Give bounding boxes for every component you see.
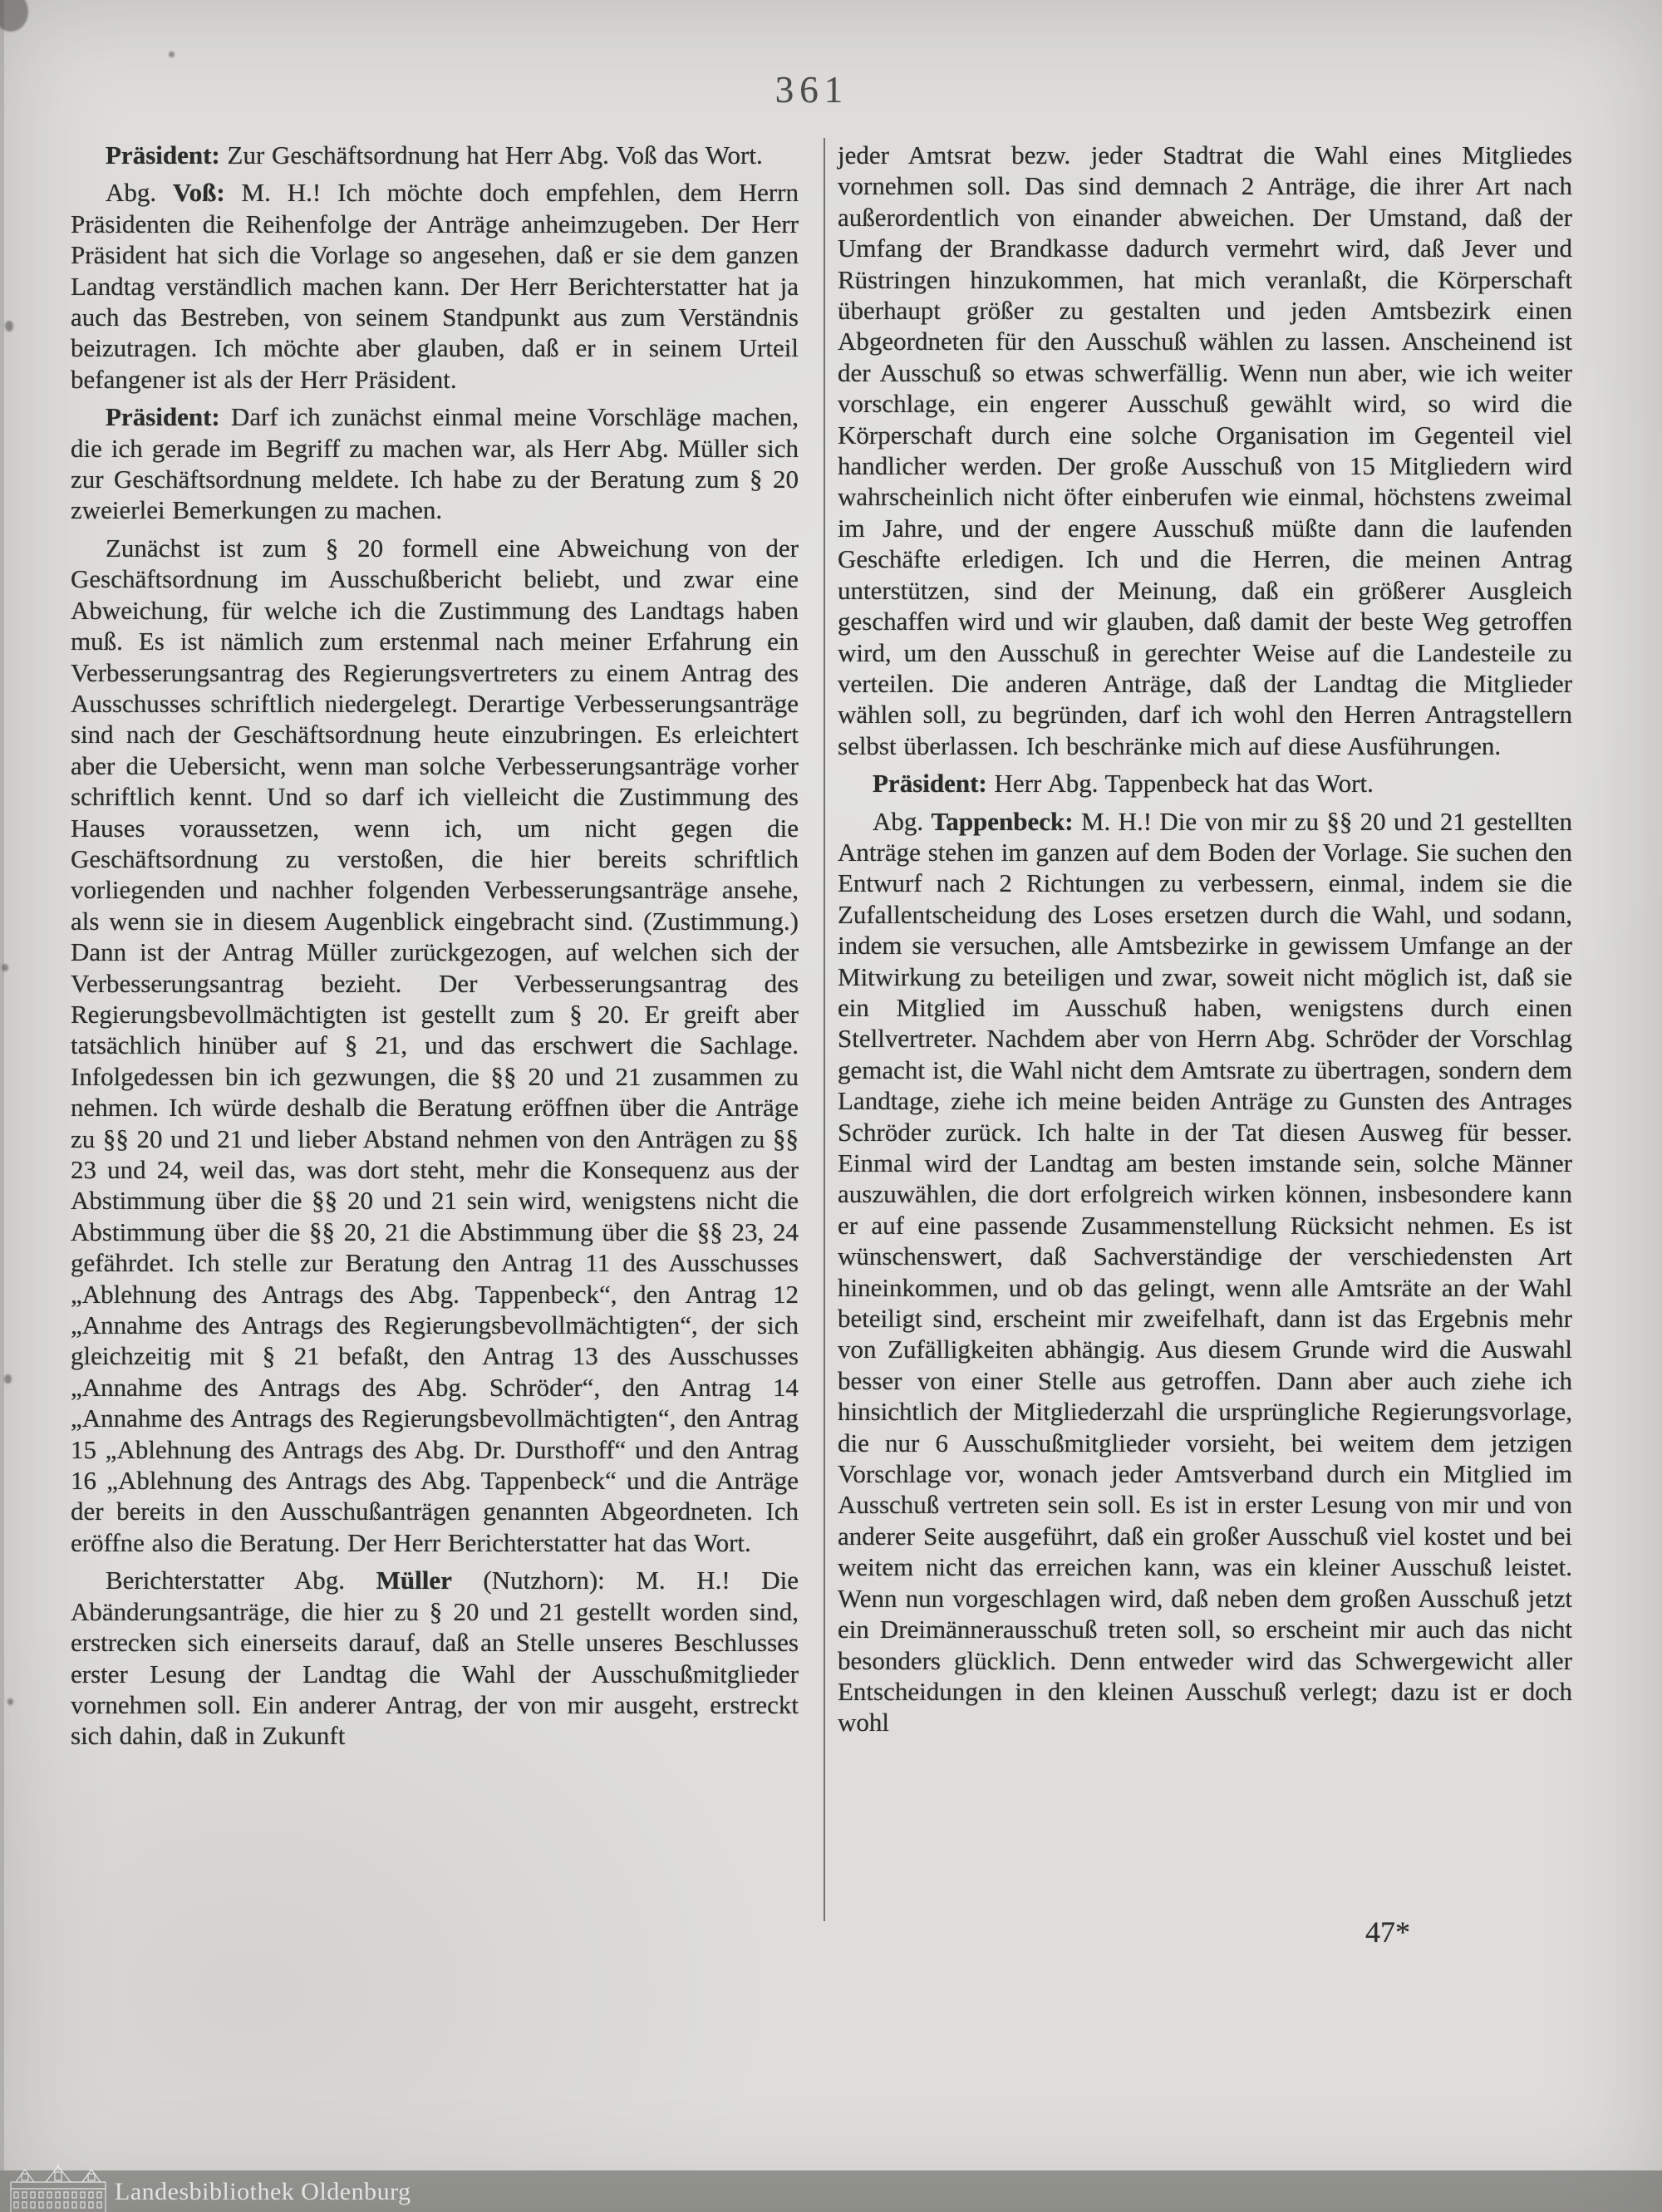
paragraph-text: M. H.! Die von mir zu §§ 20 und 21 gestellten Anträge stehen im ganzen auf dem Boden der Vorlage. Sie suchen den Entwurf nach 2 Richtungen zu verbessern, einmal, indem sie die Zufallentscheidung des Loses ersetzen durch die Wahl, und sodann, indem sie versuchen, alle Amtsbezirke in gewissem Umfange an der Mitwirkung zu beteiligen und zwar, soweit nicht möglich ist, daß sie ein Mitglied im Ausschuß haben, wenigstens durch einen Stellvertreter. Nachdem aber von Herrn Abg. Schröder der Vorschlag gemacht ist, die Wahl nicht dem Amtsrate zu übertragen, sondern dem Landtage, ziehe ich meine beiden Anträge zu Gunsten des Antrages Schröder zurück. Ich halte in der Tat diesen Ausweg für besser. Einmal wird der Landtag am besten imstande sein, solche Männer auszuwählen, die dort erfolgreich wirken können, insbesondere kann er auf eine passende Zusammenstellung Rücksicht nehmen. Es ist wünschenswert, daß Sachverständige der verschiedensten Art hineinkommen, und ob das gelingt, wenn alle Amtsräte an der Wahl beteiligt sind, erscheint mir zweifelhaft, dann ist das Ergebnis mehr von Zufälligkeiten abhängig. Aus diesem Grunde wird die Auswahl besser von einer Stelle aus getroffen. Dann aber auch ziehe ich hinsichtlich der Mitgliederzahl die ursprüngliche Regierungsvorlage, die nur 6 Ausschußmitglieder vorsieht, bei weitem dem jetzigen Vorschlage vor, wonach jeder Amtsverband durch ein Mitglied im Ausschuß vertreten sein soll. Es ist in erster Lesung von mir und von anderer Seite ausgeführt, daß ein großer Ausschuß viel kostet und bei weitem nicht das erreichen kann, was ein kleiner Ausschuß leistet. Wenn nun vorgeschlagen wird, daß neben dem großen Ausschuß jetzt ein Dreimännerausschuß treten soll, so erscheint mir auch das nicht besonders glücklich. Denn entweder wird das Schwergewicht aller Entscheidungen in den kleinen Ausschuß verlegt; dazu ist er doch wohl <box>838 806 1572 1738</box>
paragraph <box>838 806 1572 1738</box>
column-divider <box>824 138 825 1921</box>
paragraph <box>838 768 1572 799</box>
paragraph-text: Herr Abg. Tappenbeck hat das Wort. <box>986 769 1374 799</box>
scan-speck <box>7 1698 13 1705</box>
paragraph <box>71 401 799 526</box>
scan-edge-shadow <box>0 0 4 2170</box>
left-column <box>71 140 799 1752</box>
paragraph-text: Zunächst ist zum § 20 formell eine Abweichung von der Geschäftsordnung im Ausschußbericht beliebt, und zwar eine Abweichung, für welche ich die Zustimmung des Landtags haben muß. Es ist nämlich zum erstenmal nach meiner Erfahrung ein Verbesserungsantrag des Regierungsvertreters zu einem Antrag des Ausschusses schriftlich niedergelegt. Derartige Verbesserungsanträge sind nach der Geschäftsordnung heute einzubringen. Es erleichtert aber die Uebersicht, wenn man solche Verbesserungsanträge vorher schriftlich kennt. Und so darf ich vielleicht die Zustimmung des Hauses voraussetzen, wenn ich, um nicht gegen die Geschäftsordnung zu verstoßen, die hier bereits schriftlich vorliegenden und nachher folgenden Verbesserungsanträge ansehe, als wenn sie in diesem Augenblick eingebracht sind. (Zustimmung.) Dann ist der Antrag Müller zurückgezogen, auf welchen sich der Verbesserungsantrag bezieht. Der Verbesserungsantrag des Regierungsbevollmächtigten ist gestellt zum § 20. Er greift aber tatsächlich hinüber auf § 21, und das erschwert die Sachlage. Infolgedessen bin ich gezwungen, die §§ 20 und 21 zusammen zu nehmen. Ich würde deshalb die Beratung eröffnen über die Anträge zu §§ 20 und 21 und lieber Abstand nehmen von den Anträgen zu §§ 23 und 24, weil das, was dort steht, mehr die Konsequenz aus der Abstimmung über die §§ 20 und 21 sein wird, wenigstens nicht die Abstimmung über die §§ 20, 21 die Abstimmung über die §§ 23, 24 gefährdet. Ich stelle zur Beratung den Antrag 11 des Ausschusses „Ablehnung des Antrags des Abg. Tappenbeck“, den Antrag 12 „Annahme des Antrags des Regierungsbevollmächtigten“, der sich gleichzeitig mit § 21 befaßt, den Antrag 13 des Ausschusses „Annahme des Antrags des Abg. Schröder“, den Antrag 14 „Annahme des Antrags des Regierungsbevollmächtigten“, den Antrag 15 „Ablehnung des Antrags des Abg. Dr. Dursthoff“ und den Antrag 16 „Ablehnung des Antrags des Abg. Tappenbeck“ und die Anträge der bereits in den Ausschußanträgen genannten Abgeordneten. Ich eröffne also die Beratung. Der Herr Berichterstatter hat das Wort. <box>71 533 799 1557</box>
paragraph <box>71 533 799 1558</box>
speaker-name: Präsident: <box>106 402 220 432</box>
paragraph <box>71 1565 799 1751</box>
speaker-name: Voß: <box>173 178 225 208</box>
paragraph-text: (Nutzhorn): M. H.! Die Abänderungsanträge, die hier zu § 20 und 21 gestellt worden sind, erstrecken sich einerseits darauf, daß an Stelle unseres Beschlusses erster Lesung der Landtag die Wahl der Ausschußmitglieder vornehmen soll. Ein anderer Antrag, der von mir ausgeht, erstreckt sich dahin, daß in Zukunft <box>71 1566 799 1751</box>
speaker-lead: Abg. <box>873 806 932 836</box>
library-name: Landesbibliothek Oldenburg <box>115 2178 411 2205</box>
library-building-icon <box>8 2164 108 2212</box>
speaker-name: Müller <box>376 1566 452 1595</box>
scan-speck <box>5 321 13 332</box>
paragraph <box>71 177 799 395</box>
speaker-name: Präsident: <box>873 769 987 799</box>
paragraph-text: Darf ich zunächst einmal meine Vorschläge machen, die ich gerade im Begriff zu machen war, als Herr Abg. Müller sich zur Geschäftsordnung meldete. Ich habe zu der Beratung zum § 20 zweierlei Bemerkungen zu machen. <box>71 402 799 525</box>
scan-speck <box>169 52 175 57</box>
paragraph-text: Zur Geschäftsordnung hat Herr Abg. Voß das Wort. <box>219 140 763 170</box>
speaker-lead: Berichterstatter Abg. <box>106 1566 376 1595</box>
speaker-name: Tappenbeck: <box>931 806 1074 836</box>
paragraph <box>838 140 1572 761</box>
speaker-lead: Abg. <box>106 178 174 208</box>
page-number: 361 <box>774 69 849 111</box>
signature-mark: 47* <box>1365 1915 1410 1949</box>
speaker-name: Präsident: <box>106 140 220 170</box>
paragraph-text: M. H.! Ich möchte doch empfehlen, dem Herrn Präsidenten die Reihenfolge der Anträge anheimzugeben. Der Herr Präsident hat sich die Vorlage so angesehen, daß er sie dem ganzen Landtag verständlich machen kann. Der Herr Berichterstatter hat ja auch das Bestreben, von seinem Standpunkt aus zum Verständnis beizutragen. Ich möchte aber glauben, daß er in seinem Urteil befangener ist als der Herr Präsident. <box>71 178 799 394</box>
scan-speck <box>4 1374 12 1384</box>
right-column <box>838 140 1572 1738</box>
paragraph-text: jeder Amtsrat bezw. jeder Stadtrat die Wahl eines Mitgliedes vornehmen soll. Das sind demnach 2 Anträge, die ihrer Art nach außerordentlich von einander abweichen. Der Umstand, daß der Umfang der Brandkasse dadurch vermehrt wird, daß Jever und Rüstringen hinzukommen, hat mich veranlaßt, die Körperschaft überhaupt größer zu gestalten und jeden Amtsbezirk einen Abgeordneten für den Ausschuß wählen zu lassen. Anscheinend ist der Ausschuß so etwas schwerfällig. Wenn nun aber, wie ich weiter vorschlage, ein engerer Ausschuß gewählt wird, so wird die Körperschaft durch eine solche Organisation im Gegenteil viel handlicher werden. Der große Ausschuß von 15 Mitgliedern wird wahrscheinlich nicht öfter einberufen wie einmal, höchstens zweimal im Jahre, und der engere Ausschuß müßte dann die laufenden Geschäfte erledigen. Ich und die Herren, die meinen Antrag unterstützen, sind der Meinung, daß ein größerer Ausgleich geschaffen wird und wir glauben, daß damit der beste Weg getroffen wird, um den Ausschuß in gerechter Weise auf die Landesteile zu verteilen. Die anderen Anträge, daß der Landtag die Mitglieder wählen soll, zu begründen, darf ich wohl den Herren Antragstellern selbst überlassen. Ich beschränke mich auf diese Ausführungen. <box>838 140 1572 760</box>
paragraph <box>71 140 799 170</box>
